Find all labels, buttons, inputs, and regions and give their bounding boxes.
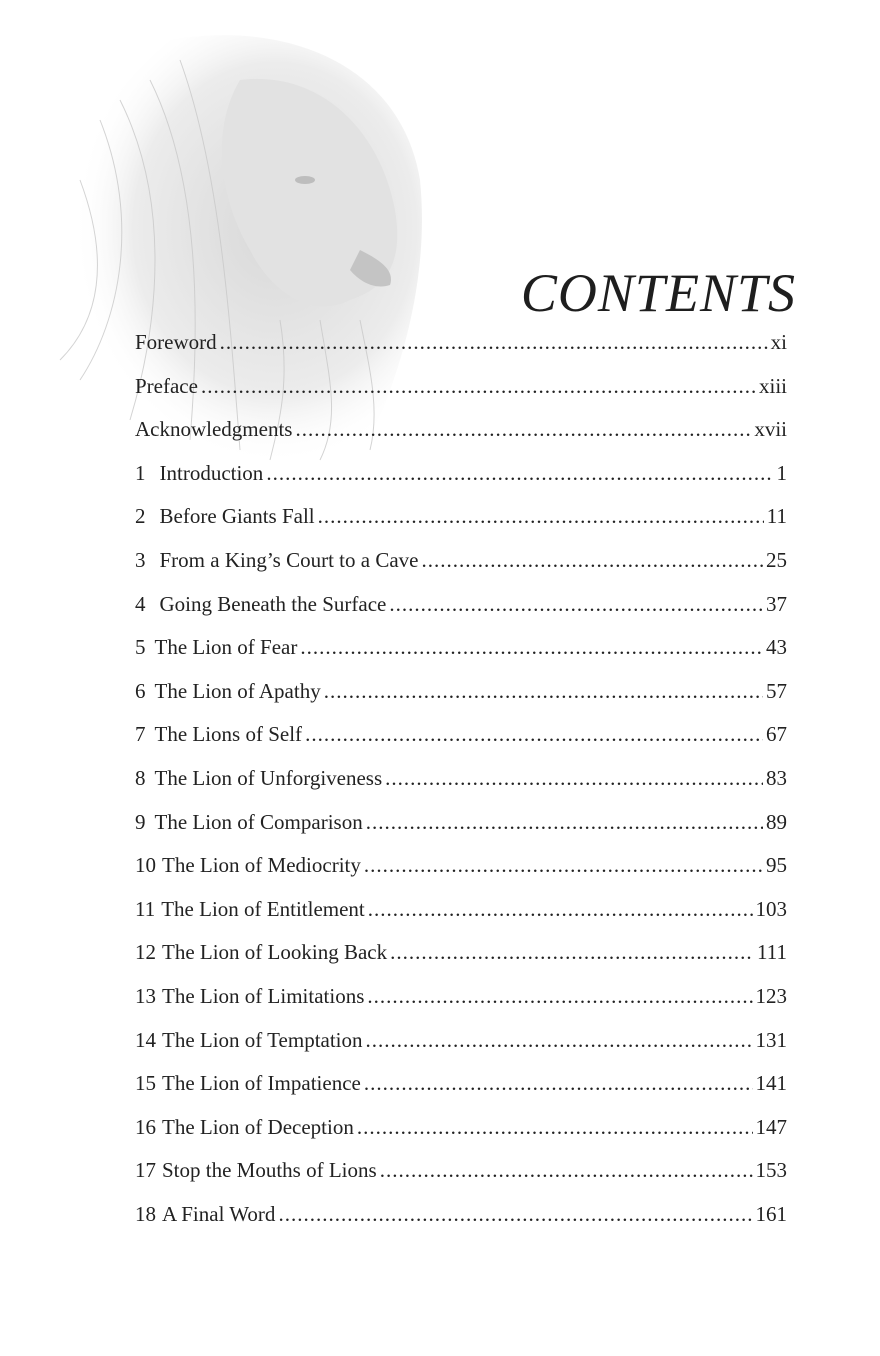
chapter-title: The Lion of Entitlement — [161, 896, 365, 921]
chapter-number: 2 — [135, 504, 146, 529]
dot-leader — [389, 592, 763, 617]
chapter-number: 14 — [135, 1027, 156, 1052]
toc-entry-label — [135, 635, 297, 660]
dot-leader — [421, 548, 763, 573]
toc-entry-label — [135, 984, 364, 1009]
toc-entry-label — [135, 461, 263, 486]
toc-entry[interactable] — [135, 1028, 787, 1072]
toc-entry-label — [135, 330, 217, 355]
page-number: 111 — [757, 940, 787, 965]
page-number: 89 — [766, 809, 787, 834]
toc-entry[interactable] — [135, 853, 787, 897]
dot-leader — [357, 1115, 753, 1140]
chapter-number: 10 — [135, 853, 156, 878]
page-number: xvii — [754, 417, 787, 442]
chapter-number: 1 — [135, 460, 146, 485]
toc-entry[interactable] — [135, 1071, 787, 1115]
toc-entry-label — [135, 1028, 363, 1053]
chapter-number: 15 — [135, 1071, 156, 1096]
page-number: 103 — [755, 896, 787, 921]
toc-entry[interactable] — [135, 330, 787, 374]
toc-entry[interactable] — [135, 679, 787, 723]
toc-entry[interactable] — [135, 984, 787, 1028]
dot-leader — [367, 984, 752, 1009]
chapter-number: 5 — [135, 635, 146, 660]
dot-leader — [366, 1028, 753, 1053]
toc-entry-label — [135, 1115, 354, 1140]
toc-entry[interactable] — [135, 374, 787, 418]
dot-leader — [278, 1202, 752, 1227]
toc-entry-label — [135, 940, 387, 965]
dot-leader — [364, 853, 763, 878]
page-number: 25 — [766, 547, 787, 572]
toc-entry-label — [135, 374, 198, 399]
dot-leader — [300, 635, 763, 660]
chapter-title: Going Beneath the Surface — [159, 591, 387, 616]
chapter-title: The Lion of Comparison — [154, 809, 363, 834]
page-number: 83 — [766, 765, 787, 790]
page-number: xi — [770, 330, 787, 354]
chapter-number: 16 — [135, 1114, 156, 1139]
chapter-number: 8 — [135, 765, 146, 790]
chapter-title: Preface — [135, 373, 198, 398]
chapter-number: 9 — [135, 809, 146, 834]
page-number: 131 — [755, 1027, 787, 1052]
chapter-title: The Lion of Looking Back — [162, 940, 388, 965]
chapter-number: 4 — [135, 591, 146, 616]
page-title: CONTENTS — [520, 263, 796, 323]
toc-entry[interactable] — [135, 940, 787, 984]
page-number: 141 — [755, 1071, 787, 1096]
chapter-title: Foreword — [135, 330, 217, 354]
toc-entry[interactable] — [135, 1115, 787, 1159]
toc-entry-label — [135, 417, 292, 442]
chapter-title: The Lion of Unforgiveness — [154, 765, 383, 790]
dot-leader — [295, 417, 751, 442]
chapter-title: A Final Word — [162, 1201, 276, 1226]
page-number: xiii — [758, 373, 787, 398]
page-number: 123 — [755, 983, 787, 1008]
chapter-number: 7 — [135, 722, 146, 747]
toc-entry-label — [135, 810, 363, 835]
toc-entry[interactable] — [135, 548, 787, 592]
chapter-title: The Lion of Apathy — [154, 678, 321, 703]
toc-entry-label — [135, 1202, 275, 1227]
toc-entry-label — [135, 897, 365, 922]
dot-leader — [366, 810, 763, 835]
dot-leader — [201, 374, 756, 399]
dot-leader — [368, 897, 753, 922]
page-number: 57 — [766, 678, 787, 703]
chapter-number: 6 — [135, 678, 146, 703]
toc-entry-label — [135, 766, 382, 791]
toc-entry[interactable] — [135, 1158, 787, 1202]
page-number: 1 — [776, 460, 787, 485]
dot-leader — [324, 679, 763, 704]
chapter-title: The Lion of Temptation — [162, 1027, 363, 1052]
page-number: 43 — [766, 635, 787, 660]
toc-entry-label — [135, 504, 315, 529]
toc-entry-label — [135, 1158, 377, 1183]
toc-entry[interactable] — [135, 722, 787, 766]
chapter-title: The Lion of Limitations — [162, 983, 365, 1008]
page-number: 161 — [755, 1201, 787, 1226]
chapter-number: 11 — [135, 896, 156, 921]
chapter-title: The Lion of Deception — [162, 1114, 354, 1139]
toc-entry-label — [135, 548, 418, 573]
toc-entry[interactable] — [135, 461, 787, 505]
dot-leader — [390, 940, 754, 965]
chapter-title: Introduction — [159, 460, 264, 485]
page-number: 95 — [766, 853, 787, 878]
chapter-number: 13 — [135, 983, 156, 1008]
toc-entry[interactable] — [135, 1202, 787, 1246]
chapter-title: The Lion of Impatience — [162, 1071, 361, 1096]
chapter-title: Acknowledgments — [135, 417, 293, 442]
chapter-number: 12 — [135, 940, 156, 965]
toc-entry-label — [135, 853, 361, 878]
dot-leader — [318, 504, 764, 529]
chapter-number: 3 — [135, 547, 146, 572]
chapter-title: From a King’s Court to a Cave — [159, 547, 419, 572]
table-of-contents — [135, 330, 787, 1245]
dot-leader — [364, 1071, 753, 1096]
chapter-title: The Lion of Fear — [154, 635, 298, 660]
dot-leader — [266, 461, 773, 486]
chapter-number: 18 — [135, 1201, 156, 1226]
dot-leader — [220, 330, 768, 355]
toc-entry[interactable] — [135, 592, 787, 636]
chapter-title: Stop the Mouths of Lions — [162, 1158, 377, 1183]
toc-entry-label — [135, 1071, 361, 1096]
toc-entry-label — [135, 592, 386, 617]
toc-entry[interactable] — [135, 810, 787, 854]
chapter-title: The Lions of Self — [154, 722, 303, 747]
toc-entry[interactable] — [135, 504, 787, 548]
dot-leader — [380, 1158, 753, 1183]
toc-entry[interactable] — [135, 635, 787, 679]
toc-entry[interactable] — [135, 897, 787, 941]
toc-entry-label — [135, 679, 321, 704]
dot-leader — [385, 766, 763, 791]
dot-leader — [305, 722, 763, 747]
page-number: 67 — [766, 722, 787, 747]
chapter-number: 17 — [135, 1158, 156, 1183]
page-number: 147 — [755, 1114, 787, 1139]
page-number: 37 — [766, 591, 787, 616]
chapter-title: The Lion of Mediocrity — [162, 853, 361, 878]
chapter-title: Before Giants Fall — [159, 504, 315, 529]
page-number: 11 — [766, 504, 787, 529]
toc-entry[interactable] — [135, 766, 787, 810]
page-number: 153 — [755, 1158, 787, 1183]
toc-entry[interactable] — [135, 417, 787, 461]
toc-entry-label — [135, 722, 302, 747]
